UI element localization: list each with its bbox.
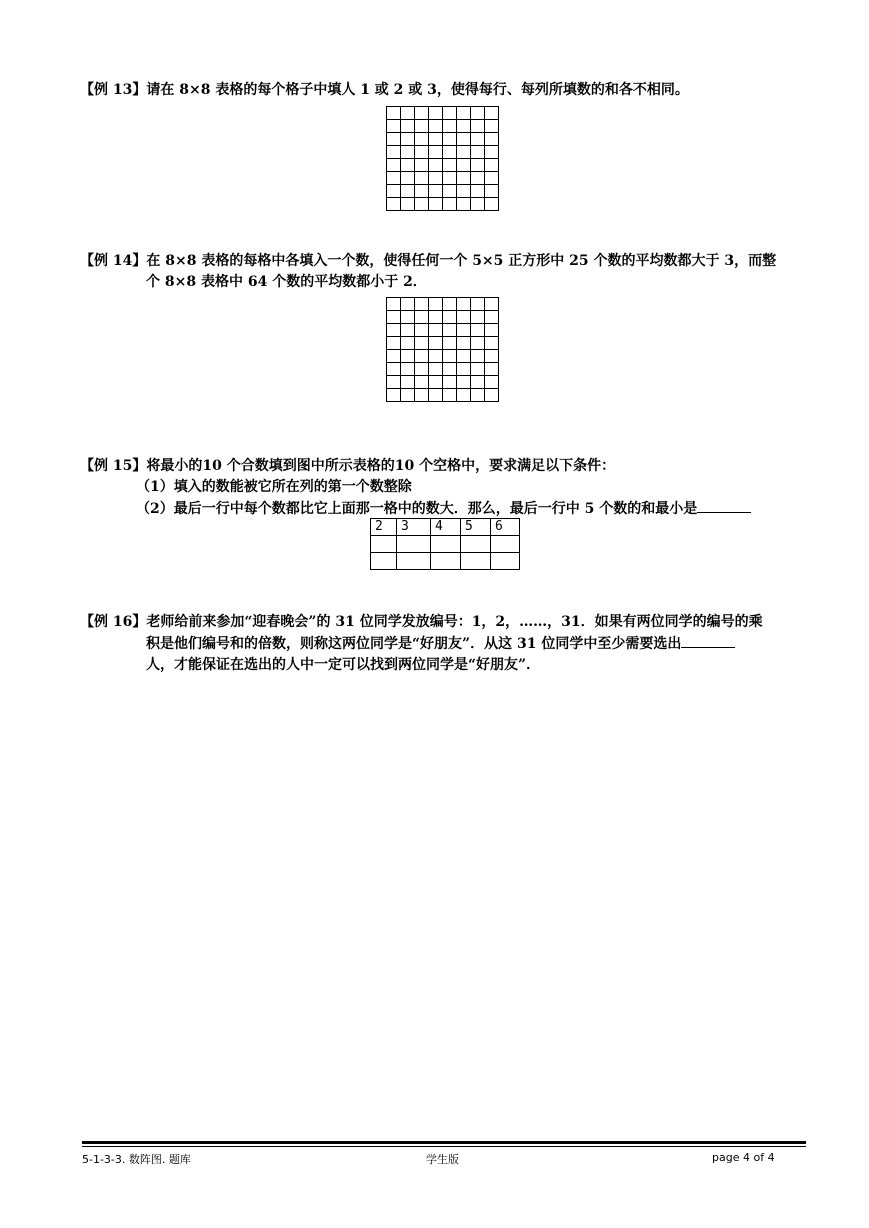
grid-row	[387, 311, 499, 324]
grid-row	[387, 337, 499, 350]
grid-cell[interactable]	[387, 389, 401, 402]
grid-cell[interactable]	[443, 133, 457, 146]
problem-15-text: 将最小的10 个合数填到图中所示表格的10 个空格中，要求满足以下条件：	[146, 458, 616, 474]
grid-cell[interactable]	[457, 159, 471, 172]
grid-cell[interactable]	[429, 198, 443, 211]
grid-cell[interactable]	[387, 120, 401, 133]
table-cell-empty[interactable]	[371, 553, 397, 570]
problem-16-line-2	[80, 633, 810, 655]
grid-cell[interactable]	[457, 146, 471, 159]
problem-15-condition-2	[80, 498, 810, 520]
grid-cell[interactable]	[485, 120, 499, 133]
grid-row	[387, 389, 499, 402]
grid-cell[interactable]	[443, 350, 457, 363]
grid-cell[interactable]	[443, 172, 457, 185]
grid-cell[interactable]	[485, 146, 499, 159]
grid-cell[interactable]	[485, 350, 499, 363]
grid-cell[interactable]	[429, 298, 443, 311]
grid-cell[interactable]	[485, 159, 499, 172]
grid-cell[interactable]	[471, 363, 485, 376]
grid-cell[interactable]	[415, 146, 429, 159]
table-cell-empty[interactable]	[461, 536, 491, 553]
grid-row	[387, 120, 499, 133]
grid-cell[interactable]	[429, 389, 443, 402]
grid-cell[interactable]	[471, 146, 485, 159]
grid-cell[interactable]	[471, 107, 485, 120]
grid-cell[interactable]	[415, 185, 429, 198]
grid-cell[interactable]	[485, 363, 499, 376]
grid-cell[interactable]	[485, 107, 499, 120]
grid-cell[interactable]	[457, 363, 471, 376]
grid-cell[interactable]	[429, 107, 443, 120]
grid-cell[interactable]	[485, 198, 499, 211]
problem-15-tag: 【例 15】	[80, 458, 147, 474]
grid-cell[interactable]	[401, 185, 415, 198]
grid-cell[interactable]	[387, 324, 401, 337]
grid-cell[interactable]	[415, 120, 429, 133]
grid-cell[interactable]	[457, 172, 471, 185]
grid-cell[interactable]	[443, 311, 457, 324]
answer-blank[interactable]	[681, 633, 735, 648]
grid-cell[interactable]	[471, 120, 485, 133]
table-cell: 4	[431, 519, 461, 536]
grid-row	[387, 133, 499, 146]
grid-cell[interactable]	[471, 324, 485, 337]
grid-cell[interactable]	[415, 311, 429, 324]
problem-16-line-1	[80, 612, 810, 633]
grid-row	[387, 146, 499, 159]
problem-16-text-2: 积是他们编号和的倍数，则称这两位同学是“好朋友”．从这 31 位同学中至少需要选出	[146, 636, 682, 652]
grid-cell[interactable]	[457, 376, 471, 389]
table-cell: 6	[491, 519, 520, 536]
grid-cell[interactable]	[485, 389, 499, 402]
table-row-empty	[371, 553, 520, 570]
problem-15-line-1	[80, 456, 810, 477]
problem-13	[80, 80, 810, 101]
grid-cell[interactable]	[485, 298, 499, 311]
grid-cell[interactable]	[429, 376, 443, 389]
grid-cell[interactable]	[401, 133, 415, 146]
grid-row	[387, 324, 499, 337]
grid-cell[interactable]	[443, 298, 457, 311]
problem-14-line-1	[80, 251, 810, 272]
grid-cell[interactable]	[443, 389, 457, 402]
grid-cell[interactable]	[401, 324, 415, 337]
grid-8x8-problem-14	[386, 297, 499, 402]
grid-cell[interactable]	[401, 363, 415, 376]
problem-16-text-1: 老师给前来参加“迎春晚会”的 31 位同学发放编号：1，2，……，31．如果有两位同学的编号的乘	[146, 614, 763, 630]
grid-cell[interactable]	[485, 324, 499, 337]
grid-cell[interactable]	[415, 107, 429, 120]
grid-cell[interactable]	[415, 363, 429, 376]
grid-cell[interactable]	[457, 198, 471, 211]
problem-16	[80, 612, 810, 676]
footer-rule-thin	[82, 1146, 806, 1147]
grid-cell[interactable]	[415, 389, 429, 402]
grid-cell[interactable]	[429, 324, 443, 337]
table-cell-empty[interactable]	[371, 536, 397, 553]
grid-cell[interactable]	[387, 185, 401, 198]
footer-rule-thick	[82, 1141, 806, 1144]
grid-cell[interactable]	[485, 311, 499, 324]
grid-cell[interactable]	[387, 198, 401, 211]
grid-cell[interactable]	[401, 350, 415, 363]
grid-cell[interactable]	[415, 298, 429, 311]
grid-cell[interactable]	[457, 350, 471, 363]
grid-cell[interactable]	[401, 198, 415, 211]
grid-row	[387, 198, 499, 211]
grid-cell[interactable]	[471, 133, 485, 146]
footer-left: 5-1-3-3. 数阵图. 题库	[82, 1153, 191, 1166]
grid-row	[387, 350, 499, 363]
grid-cell[interactable]	[415, 159, 429, 172]
grid-cell[interactable]	[471, 159, 485, 172]
grid-cell[interactable]	[485, 337, 499, 350]
grid-cell[interactable]	[387, 363, 401, 376]
grid-cell[interactable]	[471, 376, 485, 389]
grid-cell[interactable]	[457, 133, 471, 146]
table-cell-empty[interactable]	[397, 553, 431, 570]
grid-cell[interactable]	[415, 198, 429, 211]
grid-cell[interactable]	[443, 337, 457, 350]
grid-cell[interactable]	[457, 389, 471, 402]
problem-15-condition-2-text: （2）最后一行中每个数都比它上面那一格中的数大．那么，最后一行中 5 个数的和最小是	[136, 501, 698, 517]
problem-13-tag: 【例 13】	[80, 82, 147, 98]
grid-cell[interactable]	[471, 350, 485, 363]
grid-cell[interactable]	[429, 350, 443, 363]
grid-cell[interactable]	[457, 185, 471, 198]
grid-cell[interactable]	[387, 311, 401, 324]
grid-cell[interactable]	[443, 107, 457, 120]
table-cell: 5	[461, 519, 491, 536]
grid-cell[interactable]	[401, 311, 415, 324]
grid-cell[interactable]	[415, 350, 429, 363]
grid-cell[interactable]	[485, 172, 499, 185]
footer-center: 学生版	[426, 1153, 459, 1166]
grid-cell[interactable]	[429, 146, 443, 159]
table-cell-empty[interactable]	[431, 553, 461, 570]
grid-cell[interactable]	[387, 298, 401, 311]
grid-row	[387, 172, 499, 185]
problem-13-text: 请在 8×8 表格的每个格子中填人 1 或 2 或 3，使得每行、每列所填数的和各不相同。	[146, 82, 689, 98]
problem-16-tag: 【例 16】	[80, 614, 147, 630]
grid-8x8-problem-13	[386, 106, 499, 211]
grid-cell[interactable]	[457, 311, 471, 324]
grid-cell[interactable]	[415, 324, 429, 337]
problem-15	[80, 456, 810, 520]
problem-14-tag: 【例 14】	[80, 253, 147, 269]
problem-15-table	[370, 518, 520, 570]
grid-cell[interactable]	[429, 172, 443, 185]
grid-cell[interactable]	[387, 107, 401, 120]
grid-cell[interactable]	[471, 337, 485, 350]
grid-cell[interactable]	[401, 376, 415, 389]
grid-cell[interactable]	[401, 337, 415, 350]
grid-cell[interactable]	[485, 376, 499, 389]
grid-cell[interactable]	[429, 311, 443, 324]
table-row-empty	[371, 536, 520, 553]
problem-15-condition-1: （1）填入的数能被它所在列的第一个数整除	[136, 479, 412, 495]
grid-row	[387, 107, 499, 120]
grid-cell[interactable]	[429, 120, 443, 133]
grid-cell[interactable]	[471, 185, 485, 198]
grid-cell[interactable]	[387, 172, 401, 185]
grid-cell[interactable]	[401, 159, 415, 172]
grid-cell[interactable]	[387, 337, 401, 350]
grid-row	[387, 159, 499, 172]
problem-14	[80, 251, 810, 293]
grid-cell[interactable]	[443, 185, 457, 198]
grid-row	[387, 185, 499, 198]
grid-cell[interactable]	[443, 324, 457, 337]
footer-page-number: page 4 of 4	[712, 1151, 775, 1164]
grid-row	[387, 298, 499, 311]
table-row-header	[371, 519, 520, 536]
grid-cell[interactable]	[485, 185, 499, 198]
grid-cell[interactable]	[401, 389, 415, 402]
table-cell-empty[interactable]	[491, 553, 520, 570]
table-cell: 3	[397, 519, 431, 536]
grid-cell[interactable]	[415, 133, 429, 146]
table-cell: 2	[371, 519, 397, 536]
grid-cell[interactable]	[457, 107, 471, 120]
grid-cell[interactable]	[429, 159, 443, 172]
problem-14-text-1: 在 8×8 表格的每格中各填入一个数，使得任何一个 5×5 正方形中 25 个数的平均数都大于 3，而整	[146, 253, 777, 269]
grid-cell[interactable]	[457, 298, 471, 311]
grid-cell[interactable]	[457, 120, 471, 133]
grid-cell[interactable]	[387, 350, 401, 363]
grid-cell[interactable]	[401, 172, 415, 185]
table-cell-empty[interactable]	[431, 536, 461, 553]
grid-cell[interactable]	[429, 337, 443, 350]
grid-cell[interactable]	[443, 376, 457, 389]
grid-cell[interactable]	[387, 376, 401, 389]
table-cell-empty[interactable]	[461, 553, 491, 570]
grid-cell[interactable]	[415, 376, 429, 389]
grid-cell[interactable]	[429, 185, 443, 198]
grid-cell[interactable]	[443, 120, 457, 133]
grid-cell[interactable]	[471, 298, 485, 311]
grid-cell[interactable]	[415, 172, 429, 185]
grid-cell[interactable]	[415, 337, 429, 350]
problem-13-line-1	[80, 80, 810, 101]
grid-cell[interactable]	[401, 146, 415, 159]
grid-cell[interactable]	[387, 159, 401, 172]
grid-cell[interactable]	[443, 198, 457, 211]
grid-cell[interactable]	[485, 133, 499, 146]
table-cell-empty[interactable]	[397, 536, 431, 553]
grid-cell[interactable]	[401, 120, 415, 133]
grid-row	[387, 376, 499, 389]
problem-14-text-2: 个 8×8 表格中 64 个数的平均数都小于 2．	[146, 274, 427, 290]
grid-row	[387, 363, 499, 376]
grid-cell[interactable]	[457, 337, 471, 350]
grid-cell[interactable]	[443, 159, 457, 172]
grid-cell[interactable]	[471, 389, 485, 402]
answer-blank[interactable]	[697, 498, 751, 513]
grid-cell[interactable]	[429, 363, 443, 376]
grid-cell[interactable]	[387, 133, 401, 146]
grid-cell[interactable]	[429, 133, 443, 146]
grid-cell[interactable]	[471, 198, 485, 211]
grid-cell[interactable]	[471, 172, 485, 185]
grid-cell[interactable]	[387, 146, 401, 159]
grid-cell[interactable]	[457, 324, 471, 337]
grid-cell[interactable]	[401, 298, 415, 311]
grid-cell[interactable]	[471, 311, 485, 324]
grid-cell[interactable]	[443, 146, 457, 159]
grid-cell[interactable]	[443, 363, 457, 376]
table-cell-empty[interactable]	[491, 536, 520, 553]
problem-16-text-3: 人，才能保证在选出的人中一定可以找到两位同学是“好朋友”．	[146, 657, 541, 673]
grid-cell[interactable]	[401, 107, 415, 120]
